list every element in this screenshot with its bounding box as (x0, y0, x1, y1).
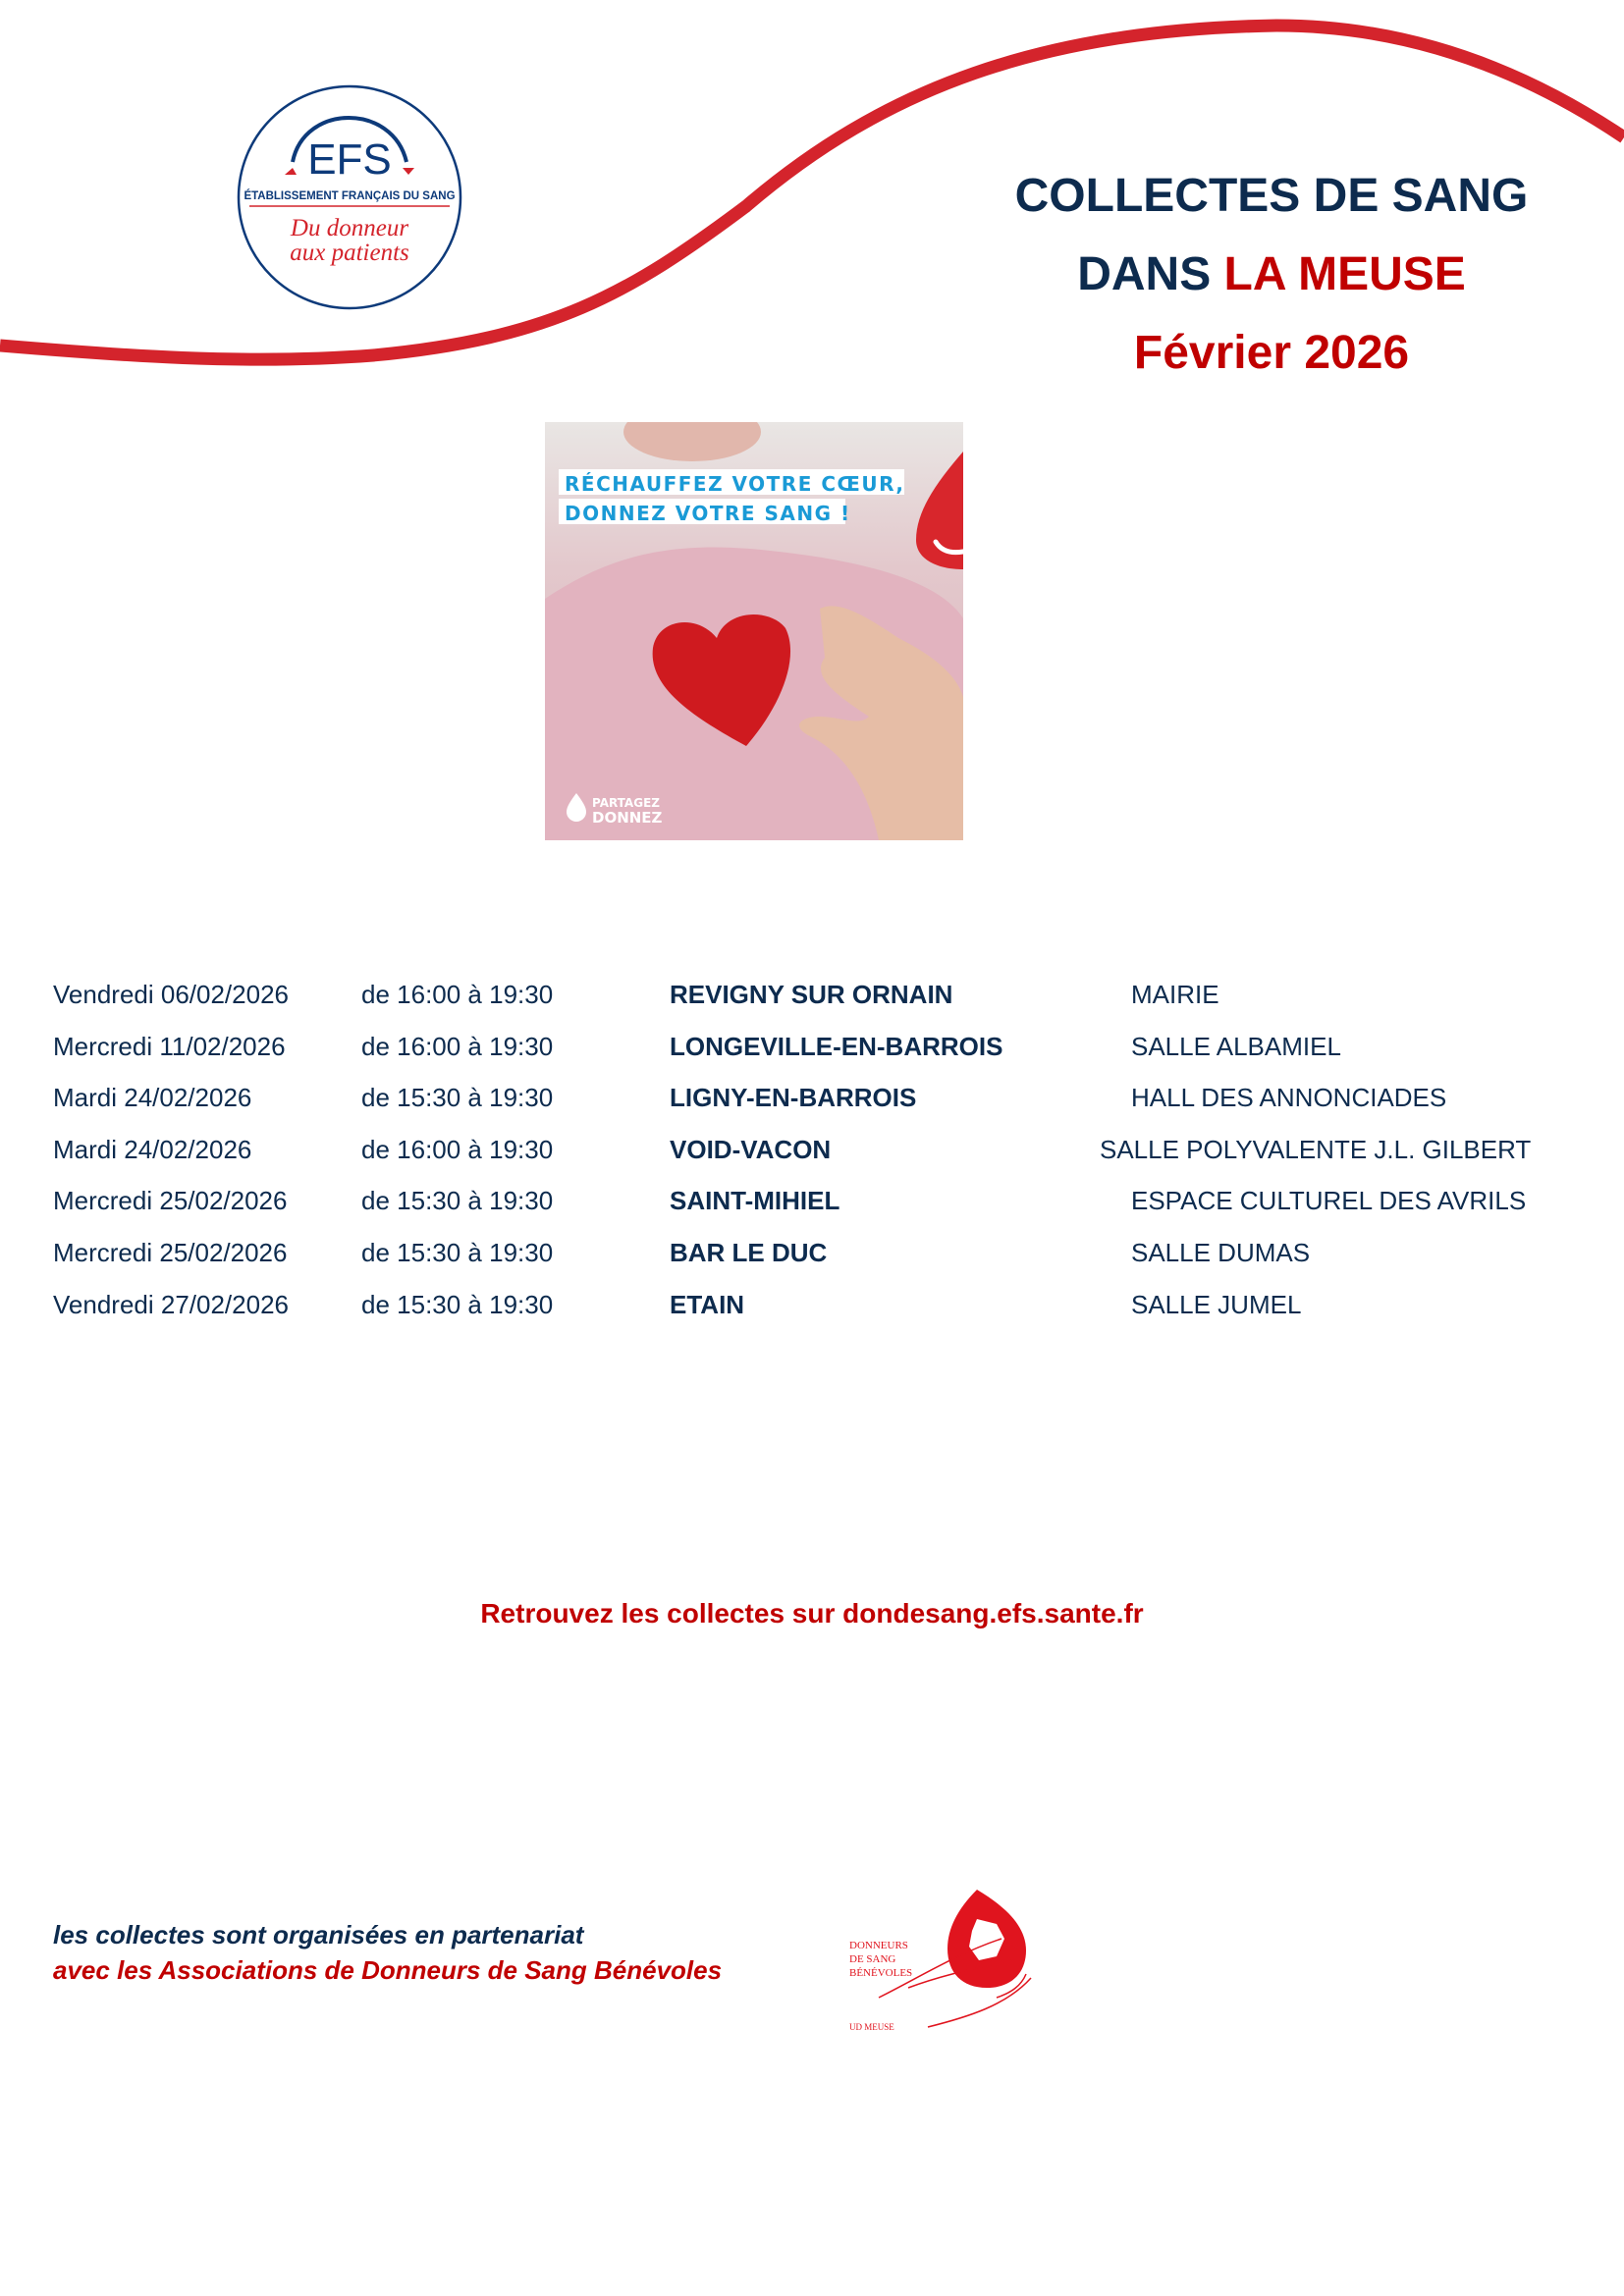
partnership-note (53, 1917, 722, 1988)
row-place: SALLE ALBAMIEL (1131, 1031, 1341, 1061)
row-date: Mardi 24/02/2026 (53, 1083, 252, 1113)
campaign-poster (545, 422, 963, 840)
collection-schedule (53, 977, 1624, 1338)
row-town: REVIGNY SUR ORNAIN (670, 980, 953, 1009)
svg-text:DE SANG: DE SANG (849, 1953, 896, 1965)
row-town: LIGNY-EN-BARROIS (670, 1083, 917, 1113)
row-time: de 16:00 à 19:30 (361, 1134, 554, 1164)
row-date: Vendredi 27/02/2026 (53, 1289, 289, 1319)
title-prefix: DANS (1077, 248, 1224, 300)
row-place: MAIRIE (1131, 980, 1219, 1009)
logo-tagline-1: Du donneur (290, 215, 409, 241)
row-town: LONGEVILLE-EN-BARROIS (670, 1031, 1003, 1061)
row-town: BAR LE DUC (670, 1237, 828, 1267)
row-time: de 16:00 à 19:30 (361, 1031, 554, 1061)
row-time: de 16:00 à 19:30 (361, 980, 554, 1009)
title-line-1: COLLECTES DE SANG (1014, 170, 1529, 222)
row-time: de 15:30 à 19:30 (361, 1289, 554, 1319)
row-place: SALLE JUMEL (1131, 1289, 1302, 1319)
schedule-row (53, 977, 1624, 1029)
partner-line-2: avec les Associations de Donneurs de Sang Bénévoles (53, 1955, 723, 1985)
svg-text:DONNEZ: DONNEZ (592, 809, 663, 827)
logo-full-name: ÉTABLISSEMENT FRANÇAIS DU SANG (244, 190, 456, 202)
row-time: de 15:30 à 19:30 (361, 1186, 554, 1216)
row-date: Vendredi 06/02/2026 (53, 980, 289, 1009)
row-place: ESPACE CULTUREL DES AVRILS (1131, 1186, 1527, 1216)
schedule-row (53, 1235, 1624, 1287)
row-date: Mercredi 25/02/2026 (53, 1237, 288, 1267)
row-date: Mercredi 25/02/2026 (53, 1186, 288, 1216)
schedule-row (53, 1080, 1624, 1132)
title-line-2 (967, 236, 1576, 314)
page-title (967, 157, 1576, 393)
partner-line-1: les collectes sont organisées en partenariat (53, 1920, 584, 1949)
svg-text:PARTAGEZ: PARTAGEZ (592, 796, 660, 810)
title-region: LA MEUSE (1223, 248, 1466, 300)
website-reference: Retrouvez les collectes sur dondesang.efs.sante.fr (480, 1598, 1144, 1629)
svg-text:UD MEUSE: UD MEUSE (849, 2022, 894, 2032)
schedule-row (53, 1132, 1624, 1184)
row-place: SALLE DUMAS (1131, 1237, 1311, 1267)
row-town: SAINT-MIHIEL (670, 1186, 840, 1216)
row-place: SALLE POLYVALENTE J.L. GILBERT (1100, 1134, 1532, 1164)
logo-tagline-2: aux patients (290, 240, 409, 266)
row-date: Mardi 24/02/2026 (53, 1134, 252, 1164)
row-town: VOID-VACON (670, 1134, 832, 1164)
svg-text:BÉNÉVOLES: BÉNÉVOLES (849, 1967, 913, 1979)
title-month: Février 2026 (1133, 327, 1410, 379)
schedule-row (53, 1287, 1624, 1339)
svg-text:DONNEURS: DONNEURS (849, 1940, 908, 1951)
schedule-row (53, 1029, 1624, 1081)
poster-headline-1: RÉCHAUFFEZ VOTRE CŒUR, (565, 472, 905, 496)
poster-headline-2: DONNEZ VOTRE SANG ! (565, 502, 851, 525)
row-town: ETAIN (670, 1289, 745, 1319)
efs-logo (236, 83, 463, 311)
row-time: de 15:30 à 19:30 (361, 1083, 554, 1113)
schedule-row (53, 1183, 1624, 1235)
logo-acronym: EFS (307, 135, 392, 184)
row-place: HALL DES ANNONCIADES (1131, 1083, 1447, 1113)
row-time: de 15:30 à 19:30 (361, 1237, 554, 1267)
dsb-association-logo (839, 1880, 1056, 2037)
row-date: Mercredi 11/02/2026 (53, 1031, 286, 1061)
